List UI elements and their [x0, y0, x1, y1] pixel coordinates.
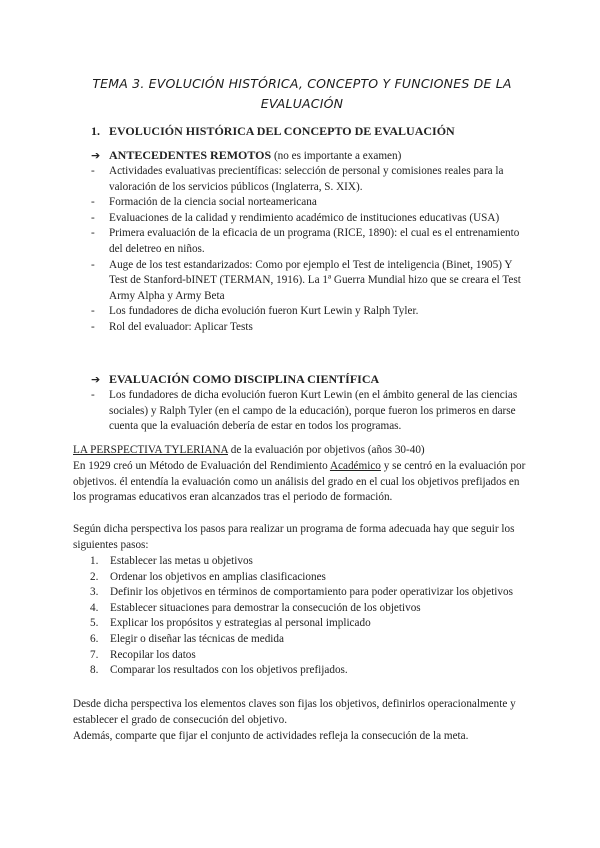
step-item: 5. Explicar los propósitos y estrategias al personal implicado [90, 617, 371, 630]
title-line-1: TEMA 3. EVOLUCIÓN HISTÓRICA, CONCEPTO Y FUNCIONES DE LA [92, 76, 512, 91]
academico-link[interactable]: Académico [329, 460, 381, 472]
step-item: 2. Ordenar los objetivos en amplias clasificaciones [90, 570, 326, 583]
tyler-subtitle: de la evaluación por objetivos (años 30-40) [228, 444, 425, 456]
antecedentes-heading [91, 148, 401, 165]
section-heading [91, 124, 455, 140]
tyler-paragraph-2: Según dicha perspectiva los pasos para realizar un programa de forma adecuada hay que seguir los siguientes pasos: [73, 523, 515, 551]
step-item: 8. Comparar los resultados con los objetivos prefijados. [90, 664, 348, 677]
arrow-icon: ➔ [91, 149, 101, 162]
step-item: 6. Elegir o diseñar las técnicas de medida [90, 632, 284, 645]
arrow-icon: ➔ [91, 373, 101, 386]
list-item: - Formación de la ciencia social norteamericana [91, 196, 317, 209]
list-item: - Actividades evaluativas precientíficas: selección de personal y comisiones reales para la valoración de los servicios públicos (Inglaterra, S. XIX). [91, 165, 504, 193]
list-item: - Rol del evaluador: Aplicar Tests [91, 320, 253, 333]
list-item: - Los fundadores de dicha evolución fueron Kurt Lewin y Ralph Tyler. [91, 305, 419, 318]
antecedentes-list [91, 164, 531, 336]
antecedentes-note: (no es importante a examen) [271, 150, 402, 162]
disciplina-list [91, 388, 531, 435]
steps-list [90, 554, 530, 679]
tyler-paragraph-4: Además, comparte que fijar el conjunto de actividades refleja la consecución de la meta. [73, 730, 469, 742]
step-item: 3. Definir los objetivos en términos de comportamiento para poder operativizar los objetivos [90, 586, 513, 599]
list-item: - Los fundadores de dicha evolución fueron Kurt Lewin (en el ámbito general de las ciencias sociales) y Ralph Tyler (en el campo de la educación), porque fueron los primeros en darse cuenta que la evaluación debería de estar en todos los programas. [91, 389, 518, 433]
step-item: 1. Establecer las metas u objetivos [90, 555, 253, 567]
tyler-paragraph-3: Desde dicha perspectiva los elementos claves son fijas los objetivos, definirlos operacionalmente y establecer el grado de consecución del objetivo. [73, 698, 516, 726]
page-title [92, 74, 512, 114]
disciplina-heading-text: EVALUACIÓN COMO DISCIPLINA CIENTÍFICA [109, 372, 380, 386]
tyler-link[interactable]: LA PERSPECTIVA TYLERIANA [73, 444, 228, 456]
step-item: 7. Recopilar los datos [90, 648, 196, 661]
tyler-heading [73, 443, 535, 459]
antecedentes-heading-text: ANTECEDENTES REMOTOS [109, 148, 272, 162]
section-number: 1. [91, 124, 100, 138]
disciplina-heading [91, 372, 379, 388]
tyler-paragraph-1: En 1929 creó un Método de Evaluación del Rendimiento Académico y se centró en la evaluación por objetivos. él entendía la evaluación como un análisis del grado en el cual los objetivos prefijados en los programas educativos eran alcanzados tras el periodo de formación. [73, 460, 526, 504]
list-item: - Primera evaluación de la eficacia de un programa (RICE, 1890): el cual es el entrenamiento del deletreo en niños. [91, 227, 520, 255]
list-item: - Evaluaciones de la calidad y rendimiento académico de instituciones educativas (USA) [91, 211, 500, 224]
step-item: 4. Establecer situaciones para demostrar la consecución de los objetivos [90, 601, 421, 614]
title-line-2: EVALUACIÓN [260, 96, 344, 111]
list-item: - Auge de los test estandarizados: Como por ejemplo el Test de inteligencia (Binet, 1905) Y Test de Stanford-bINET (TERMAN, 1916). La 1ª Guerra Mundial hizo que se creara el Test Army Alpha y Army Beta [91, 258, 521, 302]
section-heading-text: EVOLUCIÓN HISTÓRICA DEL CONCEPTO DE EVALUACIÓN [109, 124, 455, 138]
